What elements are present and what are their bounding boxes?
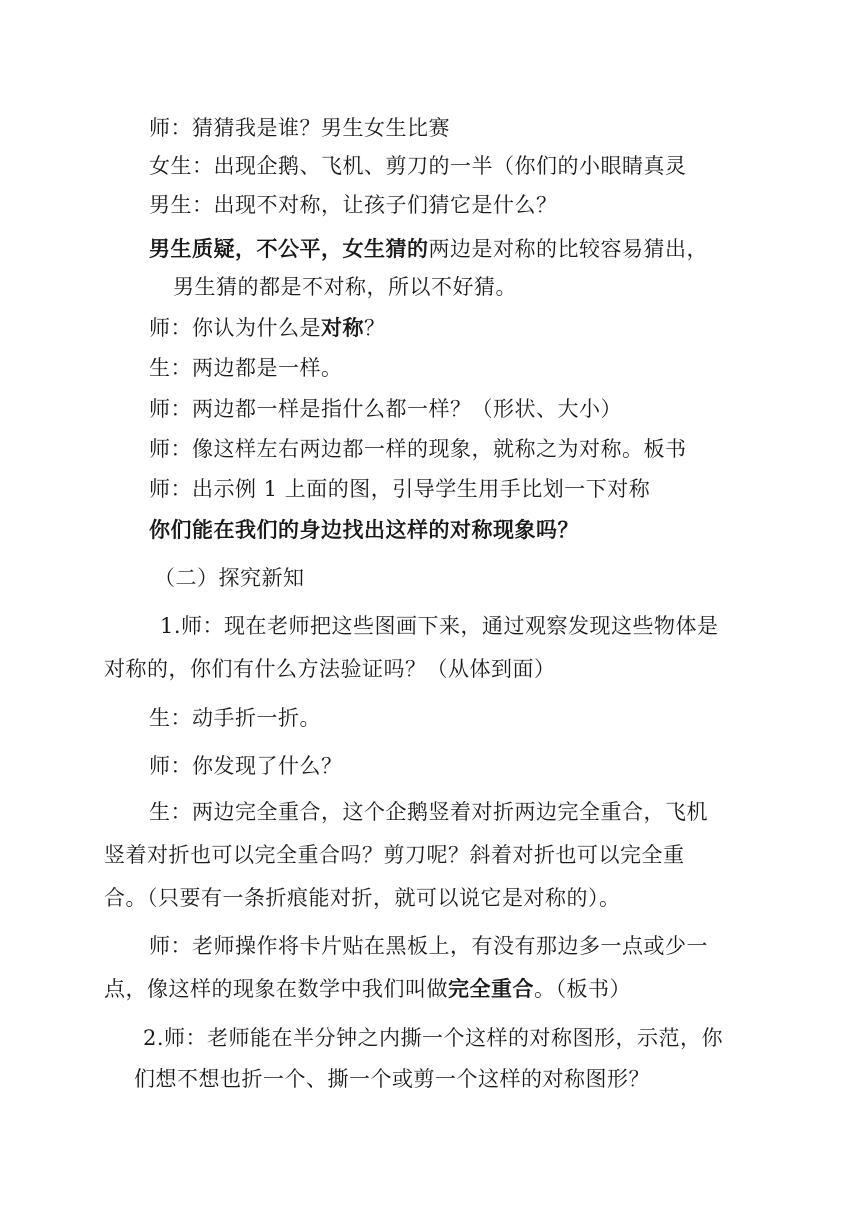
dialogue-line: 师：两边都一样是指什么都一样？（形状、大小） bbox=[149, 397, 622, 421]
paragraph-line: 生：动手折一折。 bbox=[149, 706, 321, 730]
paragraph-line: 竖着对折也可以完全重合吗？剪刀呢？斜着对折也可以完全重 bbox=[104, 843, 685, 867]
paragraph-line bbox=[104, 974, 631, 1004]
bold-text: 完全重合 bbox=[448, 976, 534, 1001]
dialogue-line bbox=[149, 313, 386, 343]
dialogue-line: 生：两边都是一样。 bbox=[149, 356, 343, 380]
dialogue-line: 女生：出现企鹅、飞机、剪刀的一半（你们的小眼睛真灵 bbox=[149, 154, 687, 178]
plain-text: 两边是对称的比较容易猜出， bbox=[428, 237, 708, 261]
dialogue-line: 师：像这样左右两边都一样的现象，就称之为对称。板书 bbox=[149, 437, 687, 461]
paragraph-line: 1.师：现在老师把这些图画下来，通过观察发现这些物体是 bbox=[160, 614, 719, 638]
plain-text: ？ bbox=[364, 316, 386, 340]
paragraph-line: 生：两边完全重合，这个企鹅竖着对折两边完全重合，飞机 bbox=[149, 800, 708, 824]
paragraph-line: 们想不想也折一个、撕一个或剪一个这样的对称图形？ bbox=[134, 1067, 650, 1091]
paragraph-line: 合。（只要有一条折痕能对折，就可以说它是对称的）。 bbox=[104, 886, 621, 910]
paragraph-line: 师：你发现了什么？ bbox=[149, 754, 343, 778]
dialogue-line: 你们能在我们的身边找出这样的对称现象吗？ bbox=[149, 517, 579, 542]
plain-text: 点，像这样的现象在数学中我们叫做 bbox=[104, 977, 448, 1001]
bold-text: 男生质疑，不公平，女生猜的 bbox=[149, 236, 429, 261]
bold-text: 对称 bbox=[321, 315, 364, 340]
dialogue-line bbox=[149, 234, 708, 264]
paragraph-line: 师：老师操作将卡片贴在黑板上，有没有那边多一点或少一 bbox=[149, 934, 708, 958]
section-heading: （二）探究新知 bbox=[154, 566, 305, 590]
dialogue-line: 男生：出现不对称，让孩子们猜它是什么？ bbox=[149, 193, 558, 217]
paragraph-line: 对称的，你们有什么方法验证吗？（从体到面） bbox=[104, 657, 556, 681]
paragraph-line: 2.师：老师能在半分钟之内撕一个这样的对称图形，示范，你 bbox=[143, 1026, 724, 1050]
dialogue-line: 师：出示例 1 上面的图，引导学生用手比划一下对称 bbox=[149, 477, 651, 501]
dialogue-line: 师：猜猜我是谁？男生女生比赛 bbox=[149, 116, 450, 140]
plain-text: 。（板书） bbox=[534, 977, 631, 1001]
dialogue-line: 男生猜的都是不对称，所以不好猜。 bbox=[173, 275, 517, 299]
plain-text: 师：你认为什么是 bbox=[149, 316, 321, 340]
